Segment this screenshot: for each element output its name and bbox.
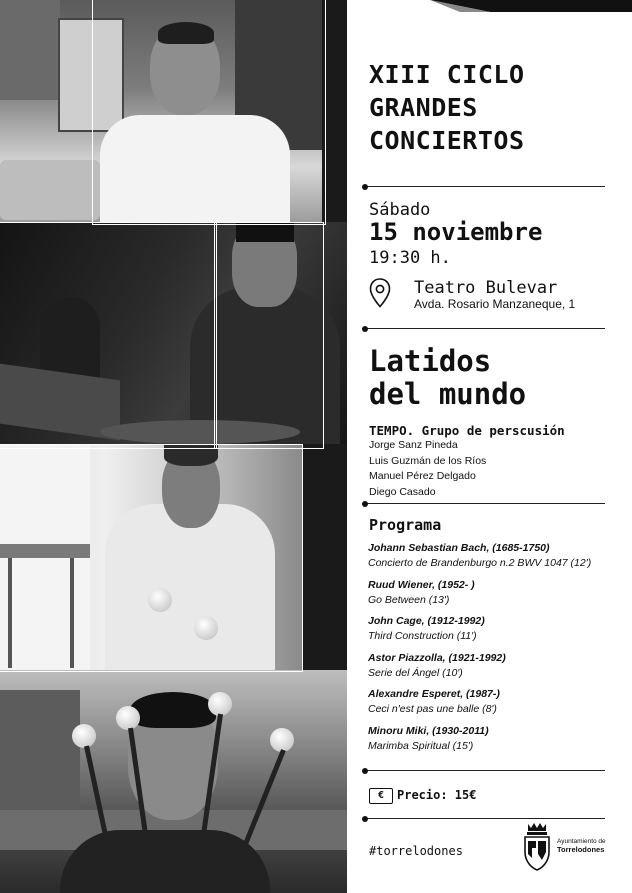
photo-percussionist-mallets bbox=[0, 670, 347, 893]
program-heading: Programa bbox=[369, 516, 442, 534]
program-item bbox=[368, 724, 628, 761]
torrelodones-coat-of-arms-icon bbox=[522, 822, 552, 872]
divider bbox=[364, 770, 605, 771]
frame-line bbox=[0, 222, 217, 449]
event-date: 15 noviembre bbox=[369, 218, 543, 246]
program-composer: Astor Piazzolla, (1921-1992) bbox=[368, 651, 506, 664]
member-name: Jorge Sanz Pineda bbox=[369, 439, 458, 451]
location-pin-icon bbox=[369, 278, 391, 308]
divider bbox=[364, 186, 605, 187]
cycle-title-line: XIII CICLO bbox=[369, 60, 525, 89]
program-item bbox=[368, 578, 628, 615]
event-title bbox=[369, 345, 526, 411]
logo-line: Ayuntamiento de bbox=[557, 838, 606, 845]
program-composer: Ruud Wiener, (1952- ) bbox=[368, 578, 475, 591]
euro-ticket-icon: € bbox=[369, 788, 393, 804]
event-time: 19:30 h. bbox=[369, 248, 451, 268]
logo-line: Torrelodones bbox=[557, 845, 605, 854]
program-composer: Alexandre Esperet, (1987-) bbox=[368, 688, 500, 700]
divider bbox=[364, 328, 605, 329]
program-work: Marimba Spiritual (15') bbox=[368, 739, 474, 752]
program-work: Concierto de Brandenburgo n.2 BWV 1047 (12') bbox=[368, 557, 592, 569]
ensemble-members bbox=[369, 438, 486, 500]
cycle-title-line: CONCIERTOS bbox=[369, 126, 525, 155]
ensemble-name: TEMPO. Grupo de perscusión bbox=[369, 423, 565, 438]
event-day: Sábado bbox=[369, 200, 431, 220]
frame-line bbox=[214, 222, 324, 449]
program-composer: John Cage, (1912-1992) bbox=[368, 615, 485, 627]
municipality-logo-text bbox=[557, 838, 606, 855]
divider bbox=[364, 818, 605, 819]
event-title-line: Latidos bbox=[369, 344, 492, 378]
frame-line bbox=[0, 444, 303, 672]
program-item bbox=[368, 687, 628, 724]
event-title-line: del mundo bbox=[369, 377, 527, 411]
program-composer: Minoru Miki, (1930-2011) bbox=[368, 724, 489, 737]
member-name: Luis Guzmán de los Ríos bbox=[369, 454, 487, 467]
divider bbox=[364, 503, 605, 504]
poster-info-panel bbox=[360, 0, 632, 893]
program-work: Go Between (13') bbox=[368, 593, 450, 606]
member-name: Manuel Pérez Delgado bbox=[369, 470, 476, 482]
venue-name: Teatro Bulevar bbox=[414, 278, 558, 298]
program-item bbox=[368, 614, 628, 651]
program-item bbox=[368, 651, 628, 688]
program-composer: Johann Sebastian Bach, (1685-1750) bbox=[368, 542, 550, 554]
program-list bbox=[368, 541, 628, 760]
ticket-price: Precio: 15€ bbox=[397, 788, 477, 802]
program-work: Third Construction (11') bbox=[368, 630, 477, 642]
venue-address: Avda. Rosario Manzaneque, 1 bbox=[414, 297, 576, 311]
program-work: Serie del Ángel (10') bbox=[368, 666, 463, 679]
member-name: Diego Casado bbox=[369, 485, 436, 498]
cycle-title-line: GRANDES bbox=[369, 93, 478, 122]
frame-line bbox=[92, 0, 326, 225]
program-work: Ceci n'est pas une balle (8') bbox=[368, 703, 497, 715]
program-item bbox=[368, 541, 628, 578]
hashtag: #torrelodones bbox=[369, 844, 463, 858]
cycle-title bbox=[369, 58, 525, 157]
